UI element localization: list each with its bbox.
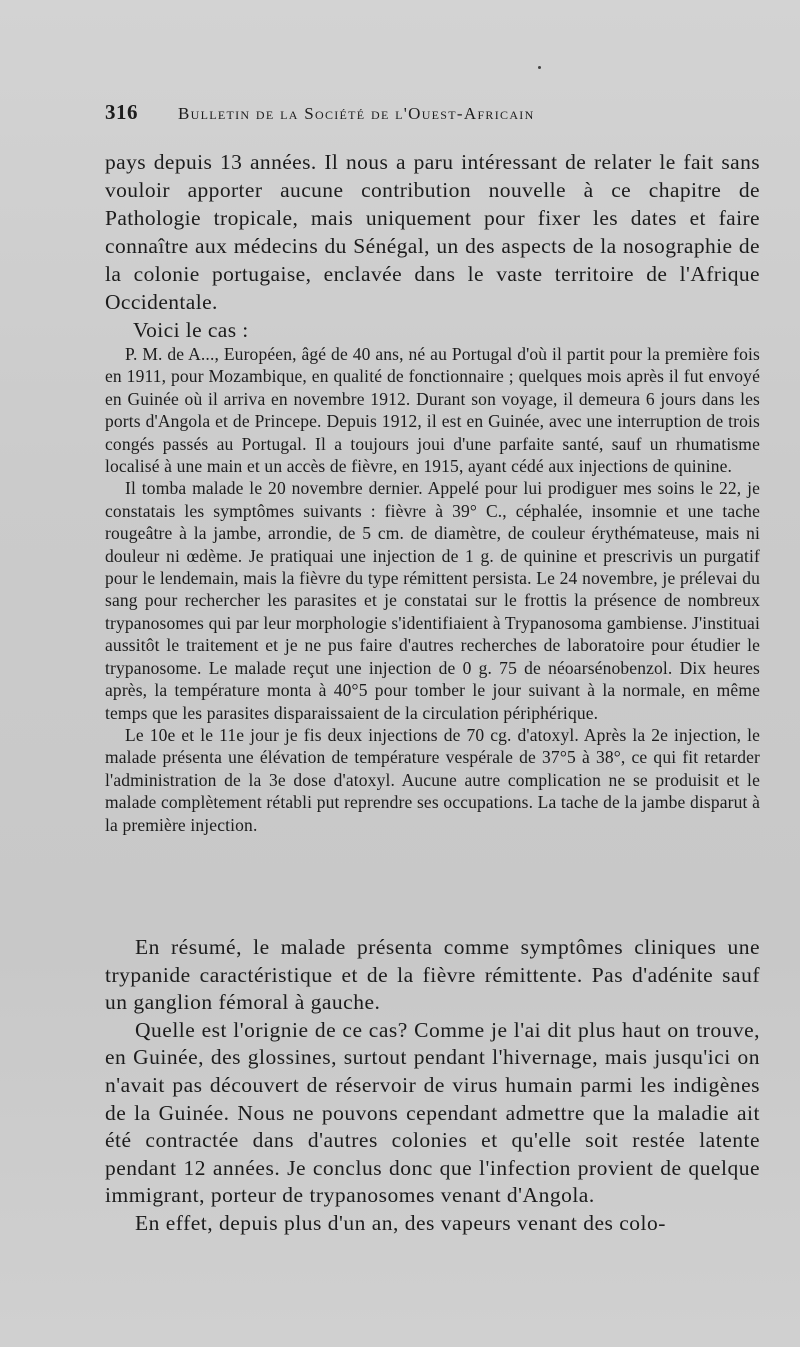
case-report [105, 343, 760, 836]
case-treatment-paragraph: Le 10e et le 11e jour je fis deux injections de 70 cg. d'atoxyl. Après la 2e injection, le malade présenta une élévation de température vespérale de 37°5 à 38°, ce qui fit retarder l'administration de la 3e dose d'atoxyl. Aucune autre complication ne se produisit et le malade complètement rétabli put reprendre ses occupations. La tache de la jambe disparut à la première injection. [105, 724, 760, 835]
intro-paragraph: pays depuis 13 années. Il nous a paru intéressant de relater le fait sans vouloir apporter aucune contribution nouvelle à ce chapitre de Pathologie tropicale, mais uniquement pour fixer les dates et faire connaître aux médecins du Sénégal, un des aspects de la nosographie de la colonie portugaise, enclavée dans le vaste territoire de l'Afrique Occidentale. [105, 150, 760, 314]
speck-mark [538, 66, 541, 69]
case-illness-paragraph: Il tomba malade le 20 novembre dernier. Appelé pour lui prodiguer mes soins le 22, je constatais les symptômes suivants : fièvre à 39° C., céphalée, insomnie et une tache rougeâtre à la jambe, arrondie, de 5 cm. de diamètre, de couleur érythémateuse, mais ni douleur ni œdème. Je pratiquai une injection de 1 g. de quinine et prescrivis un purgatif pour le lendemain, mais la fièvre du type rémittent persista. Le 24 novembre, je prélevai du sang pour rechercher les parasites et je constatai sur le frottis la présence de nombreux trypanosomes qui par leur morphologie s'identifiaient à Trypanosoma gambiense. J'instituai aussitôt le traitement et je ne pus faire d'autres recherches de laboratoire pour étudier le trypanosome. Le malade reçut une injection de 0 g. 75 de néoarsénobenzol. Dix heures après, la température monta à 40°5 pour tomber le jour suivant à la normale, en même temps que les parasites disparaissaient de la circulation périphérique. [105, 478, 760, 723]
running-title: Bulletin de la Société de l'Ouest-Africain [178, 104, 535, 123]
continuation-paragraph: En effet, depuis plus d'un an, des vapeurs venant des colo- [135, 1210, 666, 1235]
summary-paragraph: En résumé, le malade présenta comme symptômes cliniques une trypanide caractéristique et de la fièvre rémittente. Pas d'adénite sauf un ganglion fémoral à gauche. [105, 935, 760, 1015]
page-header [105, 100, 745, 125]
case-history-paragraph: P. M. de A..., Européen, âgé de 40 ans, né au Portugal d'où il partit pour la première fois en 1911, pour Mozambique, en qualité de fonctionnaire ; quelques mois après il fut envoyé en Guinée où il arriva en novembre 1912. Durant son voyage, il demeura 6 jours dans les ports d'Angola et de Princepe. Depuis 1912, il est en Guinée, avec une interruption de trois congés passés au Portugal. Il a toujours joui d'une parfaite santé, sauf un rhumatisme localisé à une main et un accès de fièvre, en 1915, ayant cédé aux injections de quinine. [105, 344, 760, 477]
summary-section [105, 934, 760, 1238]
case-lead-in: Voici le cas : [133, 318, 249, 342]
origin-paragraph: Quelle est l'orignie de ce cas? Comme je l'ai dit plus haut on trouve, en Guinée, des glossines, surtout pendant l'hivernage, mais jusqu'ici on n'avait pas découvert de réservoir de virus humain parmi les indigènes de la Guinée. Nous ne pouvons cependant admettre que la maladie ait été contractée dans d'autres colonies et qu'elle soit restée latente pendant 12 années. Je conclus donc que l'infection provient de quelque immigrant, porteur de trypanosomes venant d'Angola. [105, 1017, 760, 1208]
page-number: 316 [105, 100, 138, 124]
intro-section [105, 148, 760, 344]
